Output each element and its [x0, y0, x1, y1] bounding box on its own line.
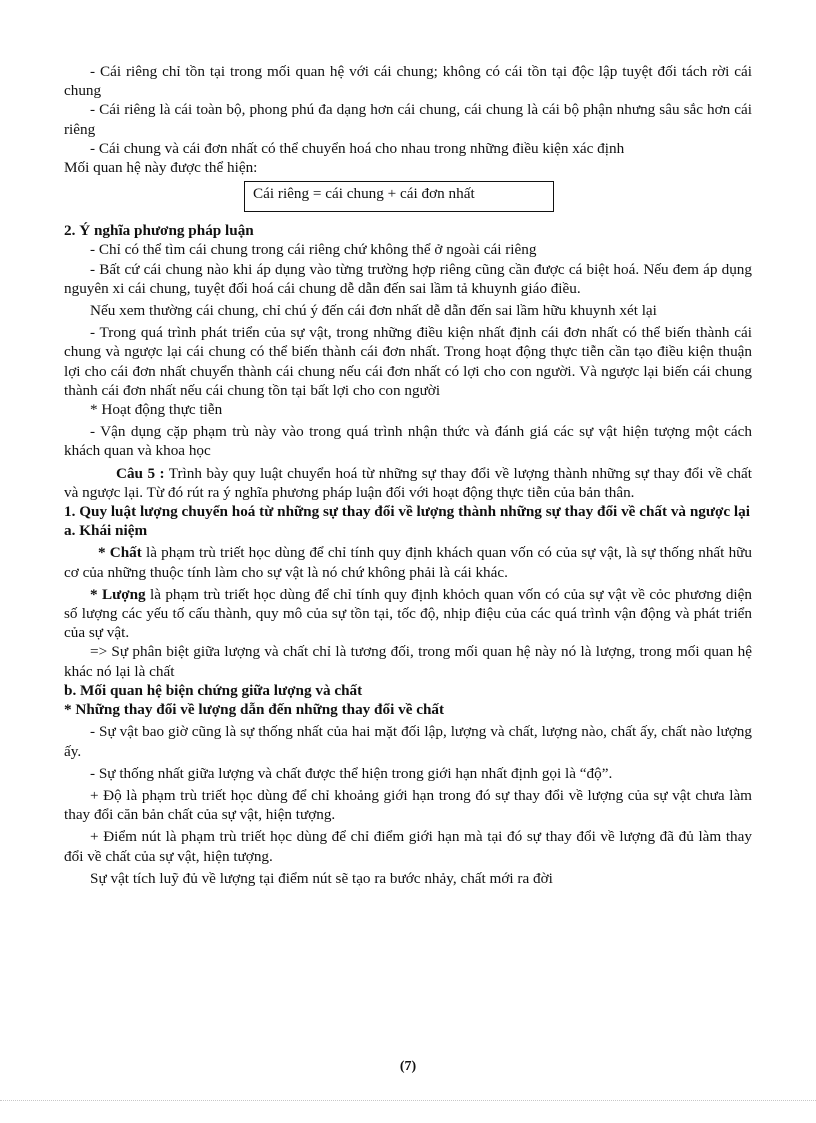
chat-label: * Chất [98, 544, 142, 562]
chat-text: là phạm trù triết học dùng để chỉ tính quy định khách quan vốn có của sự vật, là sự thống nhất hữu cơ của những thuộc tính làm cho sự vật là nó chứ không phải là cái khác. [64, 544, 752, 581]
section2-item-1: - Chỉ có thể tìm cái chung trong cái riêng chứ không thể ở ngoài cái riêng [90, 241, 537, 259]
question-text: Trình bày quy luật chuyển hoá từ những sự thay đổi về lượng thành những sự thay đổi về chất và ngược lại. Từ đó rút ra ý nghĩa phương pháp luận đối với hoạt động thực tiễn của bản thân. [64, 464, 752, 501]
relation-title: b. Mối quan hệ biện chứng giữa lượng và chất [64, 681, 363, 699]
law-title: 1. Quy luật lượng chuyển hoá từ những sự thay đổi về lượng thành những sự thay đổi về chất và ngược lại [64, 503, 750, 521]
question-label: Câu 5 : [116, 464, 165, 482]
change-item-1: - Sự vật bao giờ cũng là sự thống nhất của hai mặt đối lập, lượng và chất, lượng nào, chất ấy, chất nào lượng ấy. [64, 723, 752, 760]
distinction-text: => Sự phân biệt giữa lượng và chất chỉ là tương đối, trong mối quan hệ này nó là lượng, trong mối quan hệ khác nó lại là chất [64, 643, 752, 680]
intro-item-1: - Cái riêng chỉ tồn tại trong mối quan hệ với cái chung; không có cái tồn tại độc lập tuyệt đối tách rời cái chung [64, 63, 752, 100]
section2-item-4: - Trong quá trình phát triển của sự vật, trong những điều kiện nhất định cái đơn nhất có thể biến thành cái chung và ngược lại cái chung có thể biến thành cái đơn nhất. Trong hoạt động thực tiễn cần tạo điều kiện thuận lợi cho cái đơn nhất chuyển thành cái chung nếu cái đơn nhất có lợi cho con người. Và ngược lại biến cái chung thành cái đơn nhất nếu cái chung tồn tại bất lợi cho con người [64, 324, 752, 399]
section2-item-2: - Bất cứ cái chung nào khi áp dụng vào từng trường hợp riêng cũng cần được cá biệt hoá. Nếu đem áp dụng nguyên xi cái chung, tuyệt đối hoá cái chung dễ dẫn đến sai lầm tả khuynh giáo điều. [64, 260, 752, 297]
change-item-2: - Sự thống nhất giữa lượng và chất được thể hiện trong giới hạn nhất định gọi là “độ”. [90, 764, 613, 782]
luong-label: * Lượng [90, 585, 146, 603]
practice-text: - Vận dụng cặp phạm trù này vào trong quá trình nhận thức và đánh giá các sự vật hiện tượng một cách khách quan và khoa học [64, 423, 752, 460]
question-5 [64, 464, 752, 502]
document-page [64, 62, 752, 888]
intro-item-2: - Cái riêng là cái toàn bộ, phong phú đa dạng hơn cái chung, cái chung là cái bộ phận nhưng sâu sắc hơn cái riêng [64, 101, 752, 138]
section2-item-3: Nếu xem thường cái chung, chỉ chú ý đến cái đơn nhất dễ dẫn đến sai lầm hữu khuynh xét lại [90, 302, 657, 320]
relation-intro: Mối quan hệ này được thể hiện: [64, 159, 258, 177]
intro-item-3: - Cái chung và cái đơn nhất có thể chuyển hoá cho nhau trong những điều kiện xác định [90, 139, 625, 157]
concept-title: a. Khái niệm [64, 522, 148, 540]
chat-definition [64, 543, 752, 581]
change-item-3: + Độ là phạm trù triết học dùng để chỉ khoảng giới hạn trong đó sự thay đổi về lượng của sự vật chưa làm thay đổi căn bản chất của sự vật, hiện tượng. [64, 786, 752, 824]
section2-title: 2. Ý nghĩa phương pháp luận [64, 222, 254, 240]
page-number: (7) [399, 1059, 417, 1074]
formula-box: Cái riêng = cái chung + cái đơn nhất [244, 181, 554, 212]
luong-text: là phạm trù triết học dùng để chỉ tính quy định khỏch quan vốn có của sự vật về cỏc phương diện số lượng các yếu tố cấu thành, quy mô của sự tồn tại, tốc độ, nhịp điệu của các quá trình vận động và phát triển của sự vật. [64, 585, 752, 642]
practice-title: * Hoạt động thực tiễn [90, 401, 223, 419]
formula-box-wrapper [244, 181, 752, 212]
change-item-4: + Điểm nút là phạm trù triết học dùng để chỉ điểm giới hạn mà tại đó sự thay đổi về lượng đã đủ làm thay đổi về chất của sự vật, hiện tượng. [64, 828, 752, 865]
luong-definition [64, 585, 752, 643]
change-title: * Những thay đổi về lượng dẫn đến những thay đổi về chất [64, 701, 445, 719]
change-item-5: Sự vật tích luỹ đủ về lượng tại điểm nút sẽ tạo ra bước nhảy, chất mới ra đời [90, 869, 553, 887]
footer-divider [0, 1100, 816, 1101]
